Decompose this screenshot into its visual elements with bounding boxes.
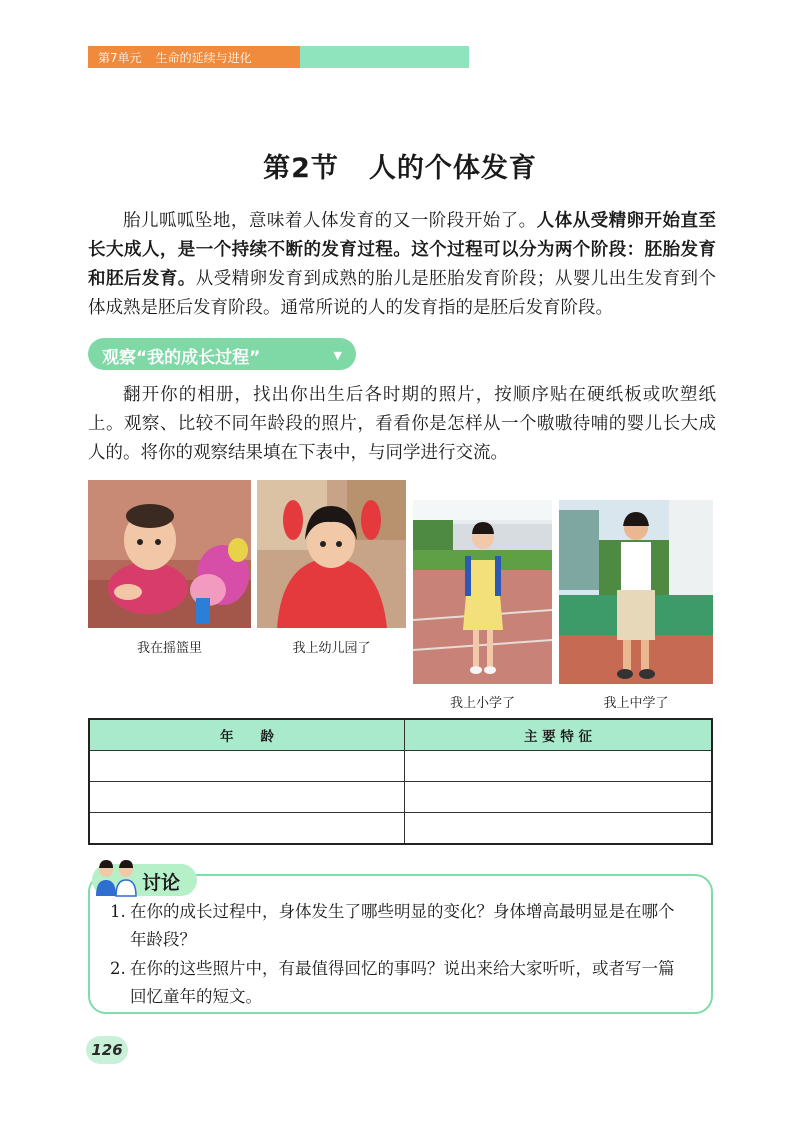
section-title-text: 人的个体发育 [368, 153, 537, 184]
activity-title: 观察“我的成长过程” [102, 348, 261, 368]
unit-number: 第7单元 [98, 51, 142, 65]
activity-heading [88, 338, 356, 370]
discussion-question-2 [110, 955, 690, 1011]
intro-sentence-3: 从受精卵发育到成熟的胎儿是胚胎发育阶段；从婴儿出生发育到个体成熟是胚后发育阶段。通常所说的人的发育指的是胚后发育阶段。 [88, 269, 717, 318]
discussion-label: 讨论 [142, 872, 181, 894]
table-cell-empty[interactable] [89, 751, 405, 782]
discussion-question-1 [110, 898, 690, 954]
table-cell-empty[interactable] [405, 751, 713, 782]
observation-table [88, 718, 713, 845]
table-header-age: 年 龄 [89, 719, 405, 751]
table-cell-empty[interactable] [405, 782, 713, 813]
photo-middle-school [559, 500, 713, 684]
unit-title: 生命的延续与进化 [155, 51, 252, 65]
photo-caption-primary-school: 我上小学了 [449, 696, 515, 711]
table-row [89, 751, 712, 782]
table-cell-empty[interactable] [89, 813, 405, 845]
unit-header-label [98, 49, 252, 66]
question-text: 在你的这些照片中，有最值得回忆的事吗？说出来给大家听听，或者写一篇回忆童年的短文。 [130, 959, 675, 1006]
unit-header [88, 46, 469, 68]
activity-text: 翻开你的相册，找出你出生后各时期的照片，按顺序贴在硬纸板或吹塑纸上。观察、比较不同年龄段的照片，看看你是怎样从一个嗷嗷待哺的婴儿长大成人的。将你的观察结果填在下表中，与同学进行交流。 [88, 385, 716, 463]
discussion-tag [92, 864, 197, 896]
table-cell-empty[interactable] [405, 813, 713, 845]
question-number: 2. [110, 959, 126, 978]
photo-caption-baby: 我在摇篮里 [136, 641, 202, 656]
photo-baby [88, 480, 251, 628]
table-header-row [89, 719, 712, 751]
table-cell-empty[interactable] [89, 782, 405, 813]
section-number: 第2节 [263, 153, 339, 184]
intro-paragraph [88, 207, 716, 323]
question-text: 在你的成长过程中，身体发生了哪些明显的变化？身体增高最明显是在哪个年龄段？ [130, 902, 675, 949]
photo-kindergarten [257, 480, 406, 628]
triangle-down-icon: ▼ [333, 349, 342, 362]
intro-sentence-1: 胎儿呱呱坠地，意味着人体发育的又一阶段开始了。 [123, 211, 537, 231]
unit-header-green-band [300, 46, 469, 68]
photo-caption-middle-school: 我上中学了 [603, 696, 669, 711]
intro-key-sentence: 人体从受精卵开始直至长大成人，是一个持续不断的发育过程。这个过程可以分为两个阶段：胚胎发育和胚后发育。 [88, 211, 716, 289]
table-row [89, 782, 712, 813]
table-header-features: 主 要 特 征 [405, 719, 713, 751]
table-row [89, 813, 712, 845]
photo-primary-school [413, 500, 552, 684]
photo-caption-kindergarten: 我上幼儿园了 [292, 641, 371, 656]
students-icon [92, 856, 142, 900]
question-number: 1. [110, 902, 126, 921]
section-title [0, 146, 800, 185]
page-number: 126 [86, 1036, 128, 1064]
